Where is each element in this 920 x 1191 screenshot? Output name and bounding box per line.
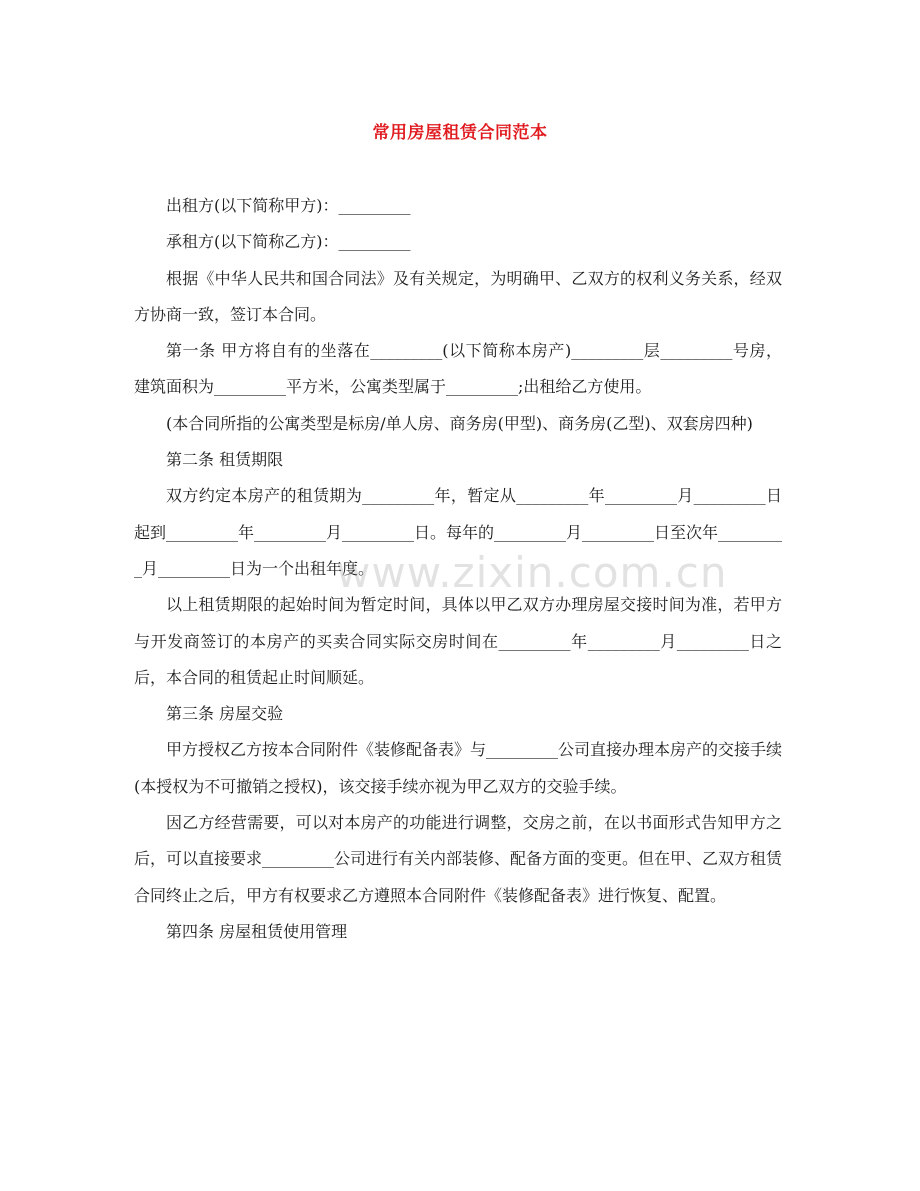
paragraph-article-3-changes: 因乙方经营需要，可以对本房产的功能进行调整，交房之前，在以书面形式告知甲方之后，可以直接要求_________公司进行有关内部装修、配备方面的变更。但在甲、乙双方租赁合同终止之后，甲方有权要求乙方遵照本合同附件《装修配备表》进行恢复、配置。 (134, 813, 783, 905)
document-title: 常用房屋租赁合同范本 (372, 123, 548, 143)
paragraph-article-1: 第一条 甲方将自有的坐落在_________(以下简称本房产)_________层_________号房，建筑面积为_________平方米，公寓类型属于_________;出租给乙方使用。 (134, 341, 782, 397)
paragraph-article-2-term: 双方约定本房产的租赁期为_________年，暂定从_________年_________月_________日起到_________年_________月_________日。每年的_________月_________日至次年_________月_________日为一个出租年度。 (134, 486, 783, 578)
paragraph-lessee: 承租方(以下简称乙方)：_________ (166, 232, 411, 252)
document-body (134, 188, 782, 950)
paragraph-article-2-start: 以上租赁期限的起始时间为暂定时间，具体以甲乙双方办理房屋交接时间为准，若甲方与开发商签订的本房产的买卖合同实际交房时间在_________年_________月_________日之后，本合同的租赁起止时间顺延。 (134, 595, 782, 687)
paragraph-article-1-note: (本合同所指的公寓类型是标房/单人房、商务房(甲型)、商务房(乙型)、双套房四种) (166, 413, 753, 433)
paragraph-preamble: 根据《中华人民共和国合同法》及有关规定，为明确甲、乙双方的权利义务关系，经双方协商一致，签订本合同。 (134, 268, 782, 324)
watermark: www.zixin.com.cn (336, 548, 728, 597)
paragraph-lessor: 出租方(以下简称甲方)：_________ (166, 196, 411, 215)
heading-article-3: 第三条 房屋交验 (166, 704, 284, 724)
paragraph-article-3-handover: 甲方授权乙方按本合同附件《装修配备表》与_________公司直接办理本房产的交接手续(本授权为不可撤销之授权)，该交接手续亦视为甲乙双方的交验手续。 (134, 740, 783, 796)
heading-article-2: 第二条 租赁期限 (166, 450, 284, 470)
heading-article-4: 第四条 房屋租赁使用管理 (166, 921, 348, 941)
